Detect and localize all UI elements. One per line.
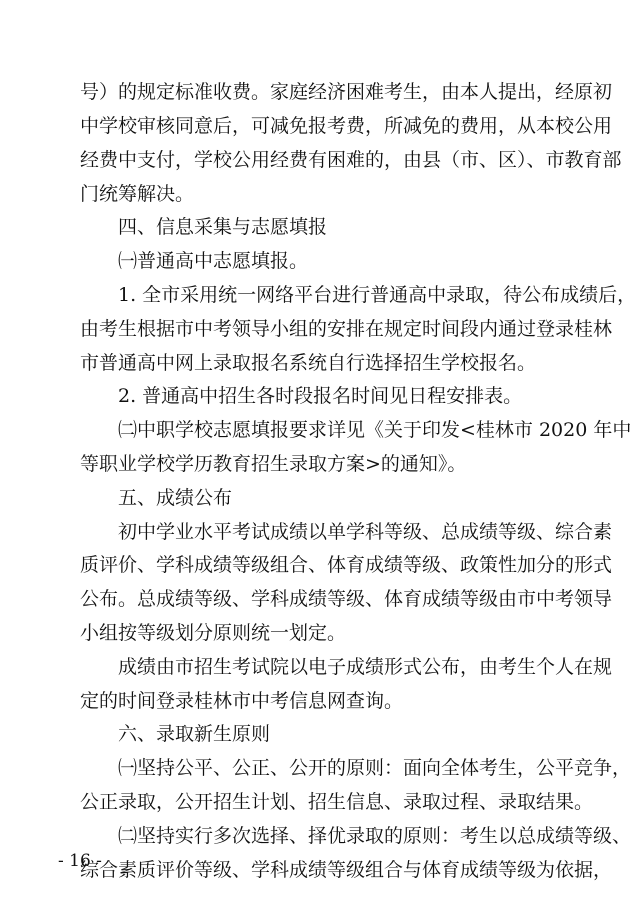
text-line: ㈠坚持公平、公正、公开的原则：面向全体考生，公平竞争，	[118, 757, 632, 779]
text-line: 经费中支付，学校公用经费有困难的，由县（市、区）、市教育部	[80, 149, 622, 171]
text-line: 门统筹解决。	[80, 183, 195, 205]
text-line: 初中学业水平考试成绩以单学科等级、总成绩等级、综合素	[118, 521, 613, 543]
text-line: 中学校审核同意后，可减免报考费，所减免的费用，从本校公用	[80, 115, 613, 137]
text-line: 公布。总成绩等级、学科成绩等级、体育成绩等级由市中考领导	[80, 588, 613, 610]
text-line: 质评价、学科成绩等级组合、体育成绩等级、政策性加分的形式	[80, 554, 613, 576]
text-line: 1. 全市采用统一网络平台进行普通高中录取，待公布成绩后，	[118, 284, 636, 306]
page-number: - 16 -	[58, 851, 102, 871]
section-heading: 四、信息采集与志愿填报	[118, 216, 328, 238]
text-line: 成绩由市招生考试院以电子成绩形式公布，由考生个人在规	[118, 656, 613, 678]
text-line: 公正录取，公开招生计划、招生信息、录取过程、录取结果。	[80, 791, 594, 813]
text-line: 小组按等级划分原则统一划定。	[80, 622, 347, 644]
text-line: 等职业学校学历教育招生录取方案>的通知》。	[80, 453, 467, 475]
text-line: 市普通高中网上录取报名系统自行选择招生学校报名。	[80, 352, 537, 374]
section-heading: 六、录取新生原则	[118, 723, 271, 745]
subsection-heading: ㈠普通高中志愿填报。	[118, 250, 309, 272]
text-line: 综合素质评价等级、学科成绩等级组合与体育成绩等级为依据，	[80, 859, 613, 881]
text-line: ㈡坚持实行多次选择、择优录取的原则：考生以总成绩等级、	[118, 825, 632, 847]
text-line: 定的时间登录桂林市中考信息网查询。	[80, 690, 404, 712]
text-line: 由考生根据市中考领导小组的安排在规定时间段内通过登录桂林	[80, 318, 613, 340]
text-line: 号）的规定标准收费。家庭经济困难考生，由本人提出，经原初	[80, 81, 613, 103]
text-line: ㈡中职学校志愿填报要求详见《关于印发<桂林市 2020 年中	[118, 419, 632, 441]
section-heading: 五、成绩公布	[118, 487, 233, 509]
text-line: 2. 普通高中招生各时段报名时间见日程安排表。	[118, 385, 523, 407]
